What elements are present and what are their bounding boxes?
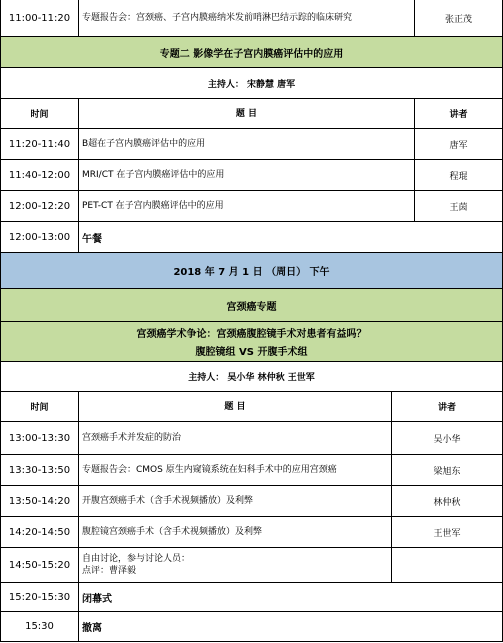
table-row [1, 455, 502, 486]
time-cell: 14:20-14:50 [1, 517, 79, 547]
title-cell: 腹腔镜宫颈癌手术（含手术视频播放）及利弊 [79, 517, 392, 547]
speaker-cell: 唐军 [449, 140, 468, 151]
table-header [1, 392, 502, 422]
header-speaker: 讲者 [449, 110, 468, 120]
time-cell: 13:30-13:50 [1, 455, 79, 485]
day-title: 2018 年 7 月 1 日 （周日） 下午 [173, 267, 330, 278]
header-time: 时间 [1, 392, 79, 421]
title-cell: 专题报告会：CMOS 原生内窥镜系统在妇科手术中的应用宫颈癌 [79, 455, 392, 485]
title-cell: PET-CT 在子宫内膜癌评估中的应用 [79, 191, 415, 221]
time-cell: 15:20-15:30 [1, 583, 79, 611]
header-title: 题 目 [79, 99, 415, 128]
discussion-commentator: 点评：曹泽毅 [82, 566, 137, 576]
table-row [1, 517, 502, 548]
table-row [1, 222, 502, 253]
table-row [1, 160, 502, 191]
speaker-cell: 程琨 [449, 171, 468, 182]
header-speaker: 讲者 [437, 403, 456, 413]
speaker-cell: 林仲秋 [433, 497, 461, 508]
time-cell: 14:50-15:20 [1, 548, 79, 582]
table-header [1, 99, 502, 129]
speaker-cell: 梁旭东 [433, 466, 461, 477]
title-cell: B超在子宫内膜癌评估中的应用 [79, 129, 415, 159]
debate-row [1, 322, 502, 362]
section-banner [1, 37, 502, 68]
speaker-cell [392, 548, 502, 582]
departure-label: 撤离 [82, 623, 102, 634]
host-row [1, 362, 502, 392]
section-banner [1, 289, 502, 322]
discussion-cell [79, 548, 392, 582]
host-row [1, 68, 502, 99]
time-cell: 12:00-13:00 [1, 222, 79, 252]
table-row [1, 486, 502, 517]
time-cell: 13:00-13:30 [1, 422, 79, 454]
debate-line-1: 宫颈癌学术争论：宫颈癌腹腔镜手术对患者有益吗？ [136, 329, 367, 340]
title-cell: 专题报告会：宫颈癌、子宫内膜癌纳米发前哨淋巴结示踪的临床研究 [79, 0, 415, 36]
section-title: 宫颈癌专题 [226, 301, 277, 313]
speaker-cell: 王茵 [449, 202, 468, 213]
day-banner [1, 253, 502, 289]
time-cell: 13:50-14:20 [1, 486, 79, 516]
lunch-label: 午餐 [82, 233, 102, 245]
time-cell: 12:00-12:20 [1, 191, 79, 221]
time-cell: 11:00-11:20 [1, 0, 79, 36]
table-row [1, 191, 502, 222]
table-row [1, 583, 502, 612]
speaker-cell: 张正茂 [444, 14, 472, 25]
table-row [1, 548, 502, 583]
discussion-participants: 自由讨论，参与讨论人员： [82, 554, 191, 564]
closing-label: 闭幕式 [82, 593, 112, 605]
time-cell: 15:30 [1, 612, 79, 641]
host-text: 主持人： 吴小华 林仲秋 王世军 [188, 373, 315, 383]
table-row [1, 0, 502, 37]
table-row [1, 129, 502, 160]
title-cell: 宫颈癌手术并发症的防治 [79, 422, 392, 454]
debate-line-2: 腹腔镜组 VS 开腹手术组 [195, 347, 308, 358]
title-cell: MRI/CT 在子宫内膜癌评估中的应用 [79, 160, 415, 190]
host-text: 主持人： 宋静慧 唐军 [207, 79, 296, 90]
title-cell: 开腹宫颈癌手术（含手术视频播放）及利弊 [79, 486, 392, 516]
section-title: 专题二 影像学在子宫内膜癌评估中的应用 [159, 48, 344, 60]
header-title: 题 目 [79, 392, 392, 421]
table-row [1, 612, 502, 641]
time-cell: 11:20-11:40 [1, 129, 79, 159]
time-cell: 11:40-12:00 [1, 160, 79, 190]
table-row [1, 422, 502, 455]
speaker-cell: 吴小华 [433, 434, 461, 445]
header-time: 时间 [1, 99, 79, 128]
speaker-cell: 王世军 [433, 528, 461, 539]
